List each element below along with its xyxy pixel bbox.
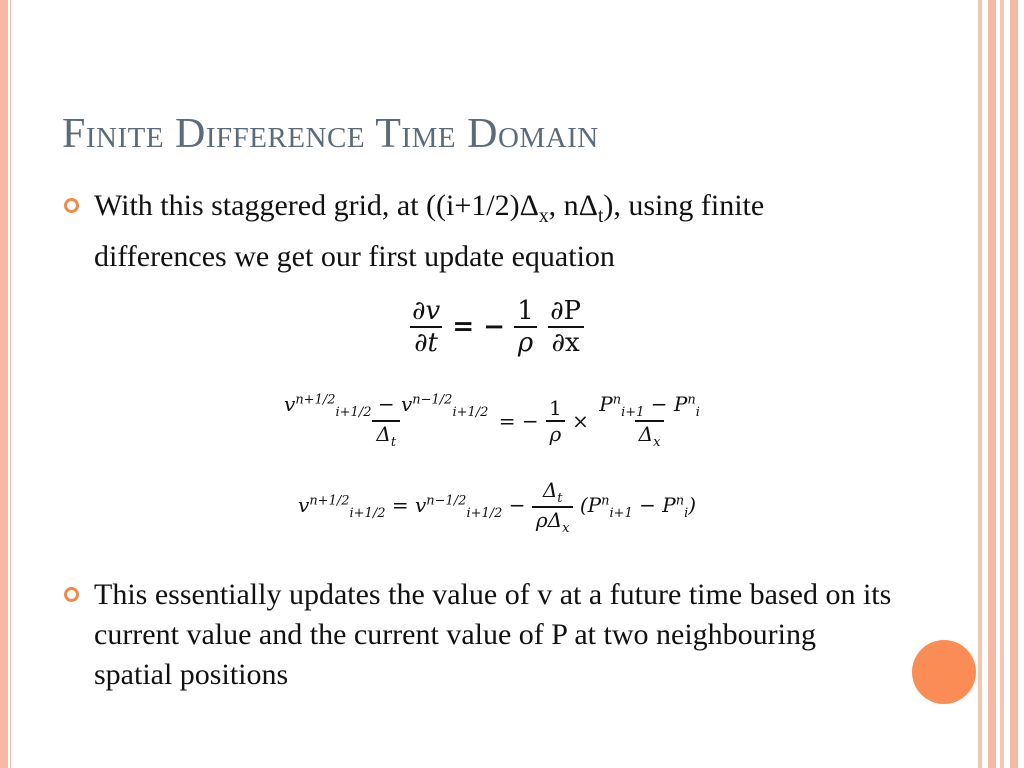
equation-1: $\frac{\partial v}{\partial t}$ = − $\frac{1}{\rho}$ $\frac{\partial P}{\partial x}$ (408, 296, 585, 358)
bullet-2: This essentially updates the value of v at a future time based on its current value and the current value of P at two neighbouring spatial positions (64, 575, 894, 695)
left-border-line (10, 0, 11, 768)
slide-title: Finite Difference Time Domain (62, 111, 599, 157)
decorative-circle (912, 640, 976, 704)
left-border (0, 0, 8, 768)
equation-3: $v^{n+1/2}_{i+1/2} = v^{n-1/2}_{i+1/2}$ − $\frac{\Delta_t}{\rho\Delta_x}$ $(P^n_{i+1} - P^n_i)$ (298, 478, 697, 536)
bullet-icon (64, 587, 79, 602)
bullet-1: With this staggered grid, at ($(i+1/2)\Delta_x$, $n\Delta_t$), using finite differences we get our first update equation (64, 186, 894, 277)
equation-2: $\frac{v^{n+1/2}_{i+1/2} - v^{n-1/2}_{i+1/2}}{\Delta_t}$ = − $\frac{1}{\rho}$ × $\frac{P^n_{i+1} - P^n_i}{\Delta_x}$ (284, 392, 700, 450)
right-border-stripes (978, 0, 1024, 768)
bullet-icon (64, 198, 79, 213)
